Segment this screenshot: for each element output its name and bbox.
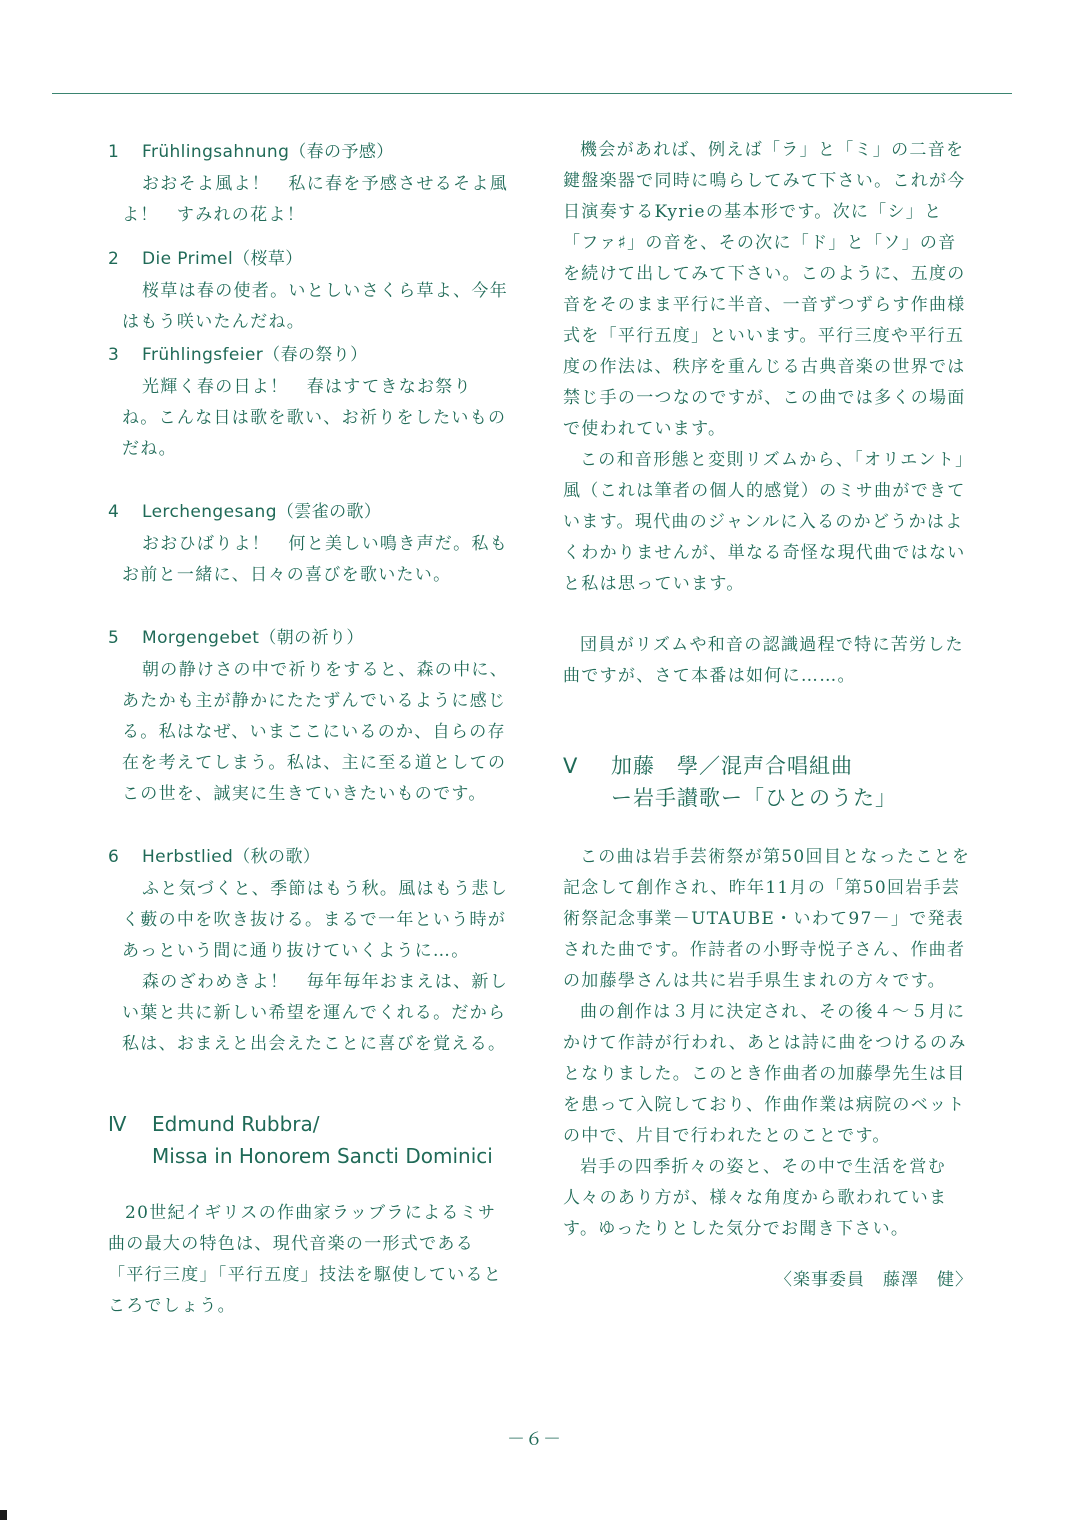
song-2: [108, 242, 508, 338]
song-title: 5 Morgengebet（朝の祈り）: [108, 628, 364, 648]
song-title: 6 Herbstlied（秋の歌）: [108, 847, 321, 867]
section-5-paragraph-2: 曲の創作は３月に決定され、その後４～５月にかけて作詩が行われ、あとは詩に曲をつけるのみとなりました。このとき作曲者の加藤學先生は目を患って入院しており、作曲作業は病院のベットの中で、片目で行われたとのことです。: [563, 1002, 967, 1146]
song-lyric: ふと気づくと、季節はもう秋。風はもう悲しく藪の中を吹き抜ける。まるで一年という時があっという間に通り抜けていくように…。: [122, 879, 508, 961]
rubbra-paragraph-1: 機会があれば、例えば「ラ」と「ミ」の二音を鍵盤楽器で同時に鳴らしてみて下さい。これが今日演奏するKyrieの基本形です。次に「シ」と「ファ♯」の音を、その次に「ド」と「ソ」の音を続けて出してみて下さい。このように、五度の音をそのまま平行に半音、一音ずつずらす作曲様式を「平行五度」といいます。平行三度や平行五度の作法は、秩序を重んじる古典音楽の世界では禁じ手の一つなのですが、この曲では多くの場面で使われています。: [563, 140, 966, 439]
page-number: －６－: [507, 1429, 561, 1450]
song-lyric: 朝の静けさの中で祈りをすると、森の中に、あたかも主が静かにたたずんでいるように感じる。私はなぜ、いまここにいるのか、自らの存在を考えてしまう。私は、主に至る道としてのこの世を、誠実に生きていきたいものです。: [122, 660, 508, 804]
song-lyric: おおそよ風よ！ 私に春を予感させるそよ風よ！ すみれの花よ！: [122, 174, 508, 225]
song-4: [108, 495, 508, 591]
rubbra-paragraph-2: この和音形態と変則リズムから、「オリエント」風（これは筆者の個人的感覚）のミサ曲ができています。現代曲のジャンルに入るのかどうかはよくわかりませんが、単なる奇怪な現代曲ではないと私は思っています。: [563, 450, 966, 594]
rubbra-paragraph-3: 団員がリズムや和音の認識過程で特に苦労した曲ですが、さて本番は如何に……。: [563, 635, 964, 686]
left-column: [108, 135, 508, 1322]
song-title: 2 Die Primel（桜草）: [108, 249, 303, 269]
section-4-body: 20世紀イギリスの作曲家ラッブラによるミサ曲の最大の特色は、現代音楽の一形式である「平行三度」「平行五度」技法を駆使しているところでしょう。: [108, 1203, 503, 1316]
song-title: 4 Lerchengesang（雲雀の歌）: [108, 502, 382, 522]
section-5-title: 加藤 學／混声合唱組曲: [611, 754, 853, 778]
song-title: 3 Frühlingsfeier（春の祭り）: [108, 345, 368, 365]
section-4-number: Ⅳ: [108, 1112, 127, 1136]
scan-mark: [0, 1510, 7, 1520]
song-lyric: 光輝く春の日よ！ 春はすてきなお祭りね。こんな日は歌を歌い、お祈りをしたいものだね。: [122, 377, 507, 459]
song-1: [108, 135, 508, 231]
section-4-title: Edmund Rubbra/: [152, 1112, 320, 1136]
section-4-heading: [108, 1108, 508, 1172]
top-rule: [52, 93, 1012, 94]
section-4-subtitle: Missa in Honorem Sancti Dominici: [152, 1144, 493, 1168]
right-column: [563, 135, 973, 1295]
section-5-subtitle: ー岩手讃歌ー「ひとのうた」: [611, 786, 897, 810]
section-5-number: Ⅴ: [563, 754, 579, 778]
song-5: [108, 621, 508, 810]
song-3: [108, 338, 508, 465]
section-5-paragraph-1: この曲は岩手芸術祭が第50回目となったことを記念して創作され、昨年11月の「第50回岩手芸術祭記念事業－UTAUBE・いわて97－」で発表された曲です。作詩者の小野寺悦子さん、作曲者の加藤學さんは共に岩手県生まれの方々です。: [563, 847, 971, 991]
song-lyric-2: 森のざわめきよ！ 毎年毎年おまえは、新しい葉と共に新しい希望を運んでくれる。だから私は、おまえと出会えたことに喜びを覚える。: [122, 972, 508, 1054]
section-5-heading: [563, 750, 973, 814]
song-lyric: おおひばりよ！ 何と美しい鳴き声だ。私もお前と一緒に、日々の喜びを歌いたい。: [122, 534, 508, 585]
song-lyric: 桜草は春の使者。いとしいさくら草よ、今年はもう咲いたんだね。: [122, 281, 508, 332]
signature: 〈楽事委員 藤澤 健〉: [775, 1270, 973, 1290]
section-5-paragraph-3: 岩手の四季折々の姿と、その中で生活を営む人々のあり方が、様々な角度から歌われています。ゆったりとした気分でお聞き下さい。: [563, 1157, 948, 1239]
song-6: [108, 840, 508, 1060]
song-title: 1 Frühlingsahnung（春の予感）: [108, 142, 394, 162]
